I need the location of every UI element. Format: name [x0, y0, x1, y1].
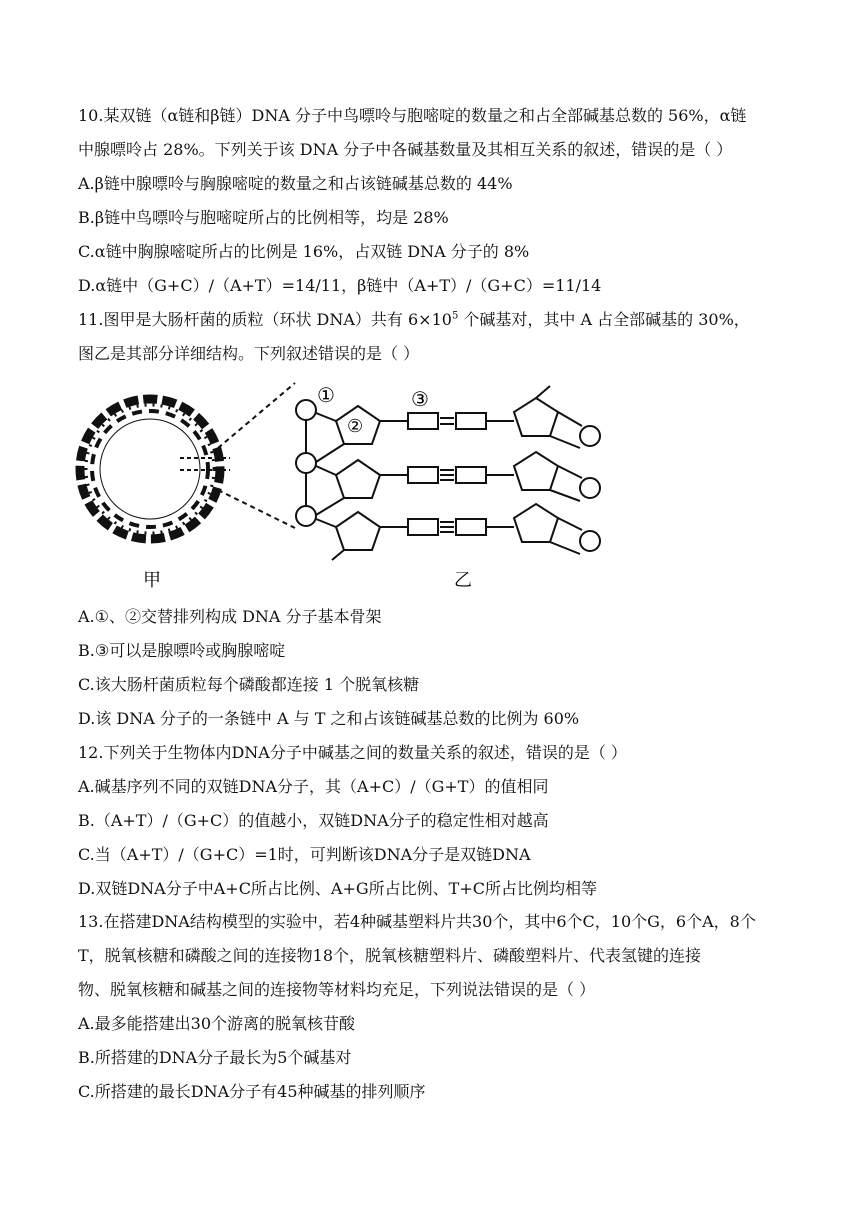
fig-label-yi: 乙	[454, 570, 472, 591]
detailed-structure-diagram	[296, 386, 600, 560]
q13-stem-line-1: 13.在搭建DNA结构模型的实验中，若4种碱基塑料片共30个，其中6个C，10个G，6个A，8个	[78, 912, 756, 931]
fig-label-jia: 甲	[143, 570, 161, 591]
q10-stem-line-1: 10.某双链（α链和β链）DNA 分子中鸟嘌呤与胞嘧啶的数量之和占全部碱基总数的 56%，α链	[78, 106, 747, 125]
base-left-1	[408, 413, 438, 429]
deoxyribose-right-3	[514, 504, 558, 542]
phosphate-right-3	[580, 531, 600, 551]
q13-option-a: A.最多能搭建出30个游离的脱氧核苷酸	[78, 1014, 356, 1033]
q11-stem-exponent: 5	[451, 310, 459, 322]
fig-marker-3: ③	[411, 387, 429, 411]
fig-marker-2: ②	[347, 416, 364, 437]
q12-option-d: D.双链DNA分子中A+C所占比例、A+G所占比例、T+C所占比例均相等	[78, 879, 597, 898]
base-right-1	[456, 413, 486, 429]
q10-option-b: B.β链中鸟嘌呤与胞嘧啶所占的比例相等，均是 28%	[78, 208, 449, 227]
q12-option-c: C.当（A+T）/（G+C）=1时，可判断该DNA分子是双链DNA	[78, 845, 531, 864]
q10-stem-line-2: 中腺嘌呤占 28%。下列关于该 DNA 分子中各碱基数量及其相互关系的叙述，错误的是（ ）	[78, 140, 733, 159]
base-left-3	[408, 519, 438, 535]
base-right-3	[456, 519, 486, 535]
q10-option-d: D.α链中（G+C）/（A+T）=14/11，β链中（A+T）/（G+C）=11/14	[78, 276, 602, 295]
deoxyribose-right-1	[514, 398, 558, 436]
base-right-2	[456, 467, 486, 483]
deoxyribose-left-2	[336, 460, 380, 498]
phosphate-left-3	[296, 506, 316, 526]
base-left-2	[408, 467, 438, 483]
plasmid-center	[100, 419, 200, 519]
q13-option-b: B.所搭建的DNA分子最长为5个碱基对	[78, 1048, 352, 1067]
q11-stem-part-b: 个碱基对，其中 A 占全部碱基的 30%，	[458, 310, 750, 329]
fig-marker-1: ①	[317, 383, 335, 407]
q11-option-b: B.③可以是腺嘌呤或胸腺嘧啶	[78, 641, 286, 660]
phosphate-left-1	[296, 400, 316, 420]
q13-stem-line-2: T，脱氧核糖和磷酸之间的连接物18个，脱氧核糖塑料片、磷酸塑料片、代表氢键的连接	[78, 946, 702, 965]
q13-option-c: C.所搭建的最长DNA分子有45种碱基的排列顺序	[78, 1082, 426, 1101]
q10-option-a: A.β链中腺嘌呤与胸腺嘧啶的数量之和占该链碱基总数的 44%	[78, 174, 513, 193]
phosphate-right-2	[580, 478, 600, 498]
q11-stem-part-a: 11.图甲是大肠杆菌的质粒（环状 DNA）共有 6×10	[78, 310, 452, 329]
q13-stem-line-3: 物、脱氧核糖和碱基之间的连接物等材料均充足，下列说法错误的是（ ）	[78, 980, 596, 999]
hydrogen-bonds	[440, 418, 454, 532]
q10-option-c: C.α链中胸腺嘧啶所占的比例是 16%，占双链 DNA 分子的 8%	[78, 242, 530, 261]
plasmid-diagram	[80, 399, 220, 539]
deoxyribose-left-3	[336, 512, 380, 550]
q11-option-a: A.①、②交替排列构成 DNA 分子基本骨架	[78, 607, 382, 626]
q11-option-c: C.该大肠杆菌质粒每个磷酸都连接 1 个脱氧核糖	[78, 675, 420, 694]
deoxyribose-right-2	[514, 452, 558, 490]
q12-option-a: A.碱基序列不同的双链DNA分子，其（A+C）/（G+T）的值相同	[78, 777, 549, 796]
q11-stem-line-2: 图乙是其部分详细结构。下列叙述错误的是（ ）	[78, 344, 420, 363]
phosphate-left-2	[296, 453, 316, 473]
q12-option-b: B.（A+T）/（G+C）的值越小，双链DNA分子的稳定性相对越高	[78, 811, 549, 830]
phosphate-right-1	[580, 426, 600, 446]
dna-structure-figure	[70, 378, 630, 600]
q12-stem: 12.下列关于生物体内DNA分子中碱基之间的数量关系的叙述，错误的是（ ）	[78, 743, 627, 762]
q11-stem-line-1	[78, 310, 750, 330]
q11-option-d: D.该 DNA 分子的一条链中 A 与 T 之和占该链碱基总数的比例为 60%	[78, 709, 580, 728]
